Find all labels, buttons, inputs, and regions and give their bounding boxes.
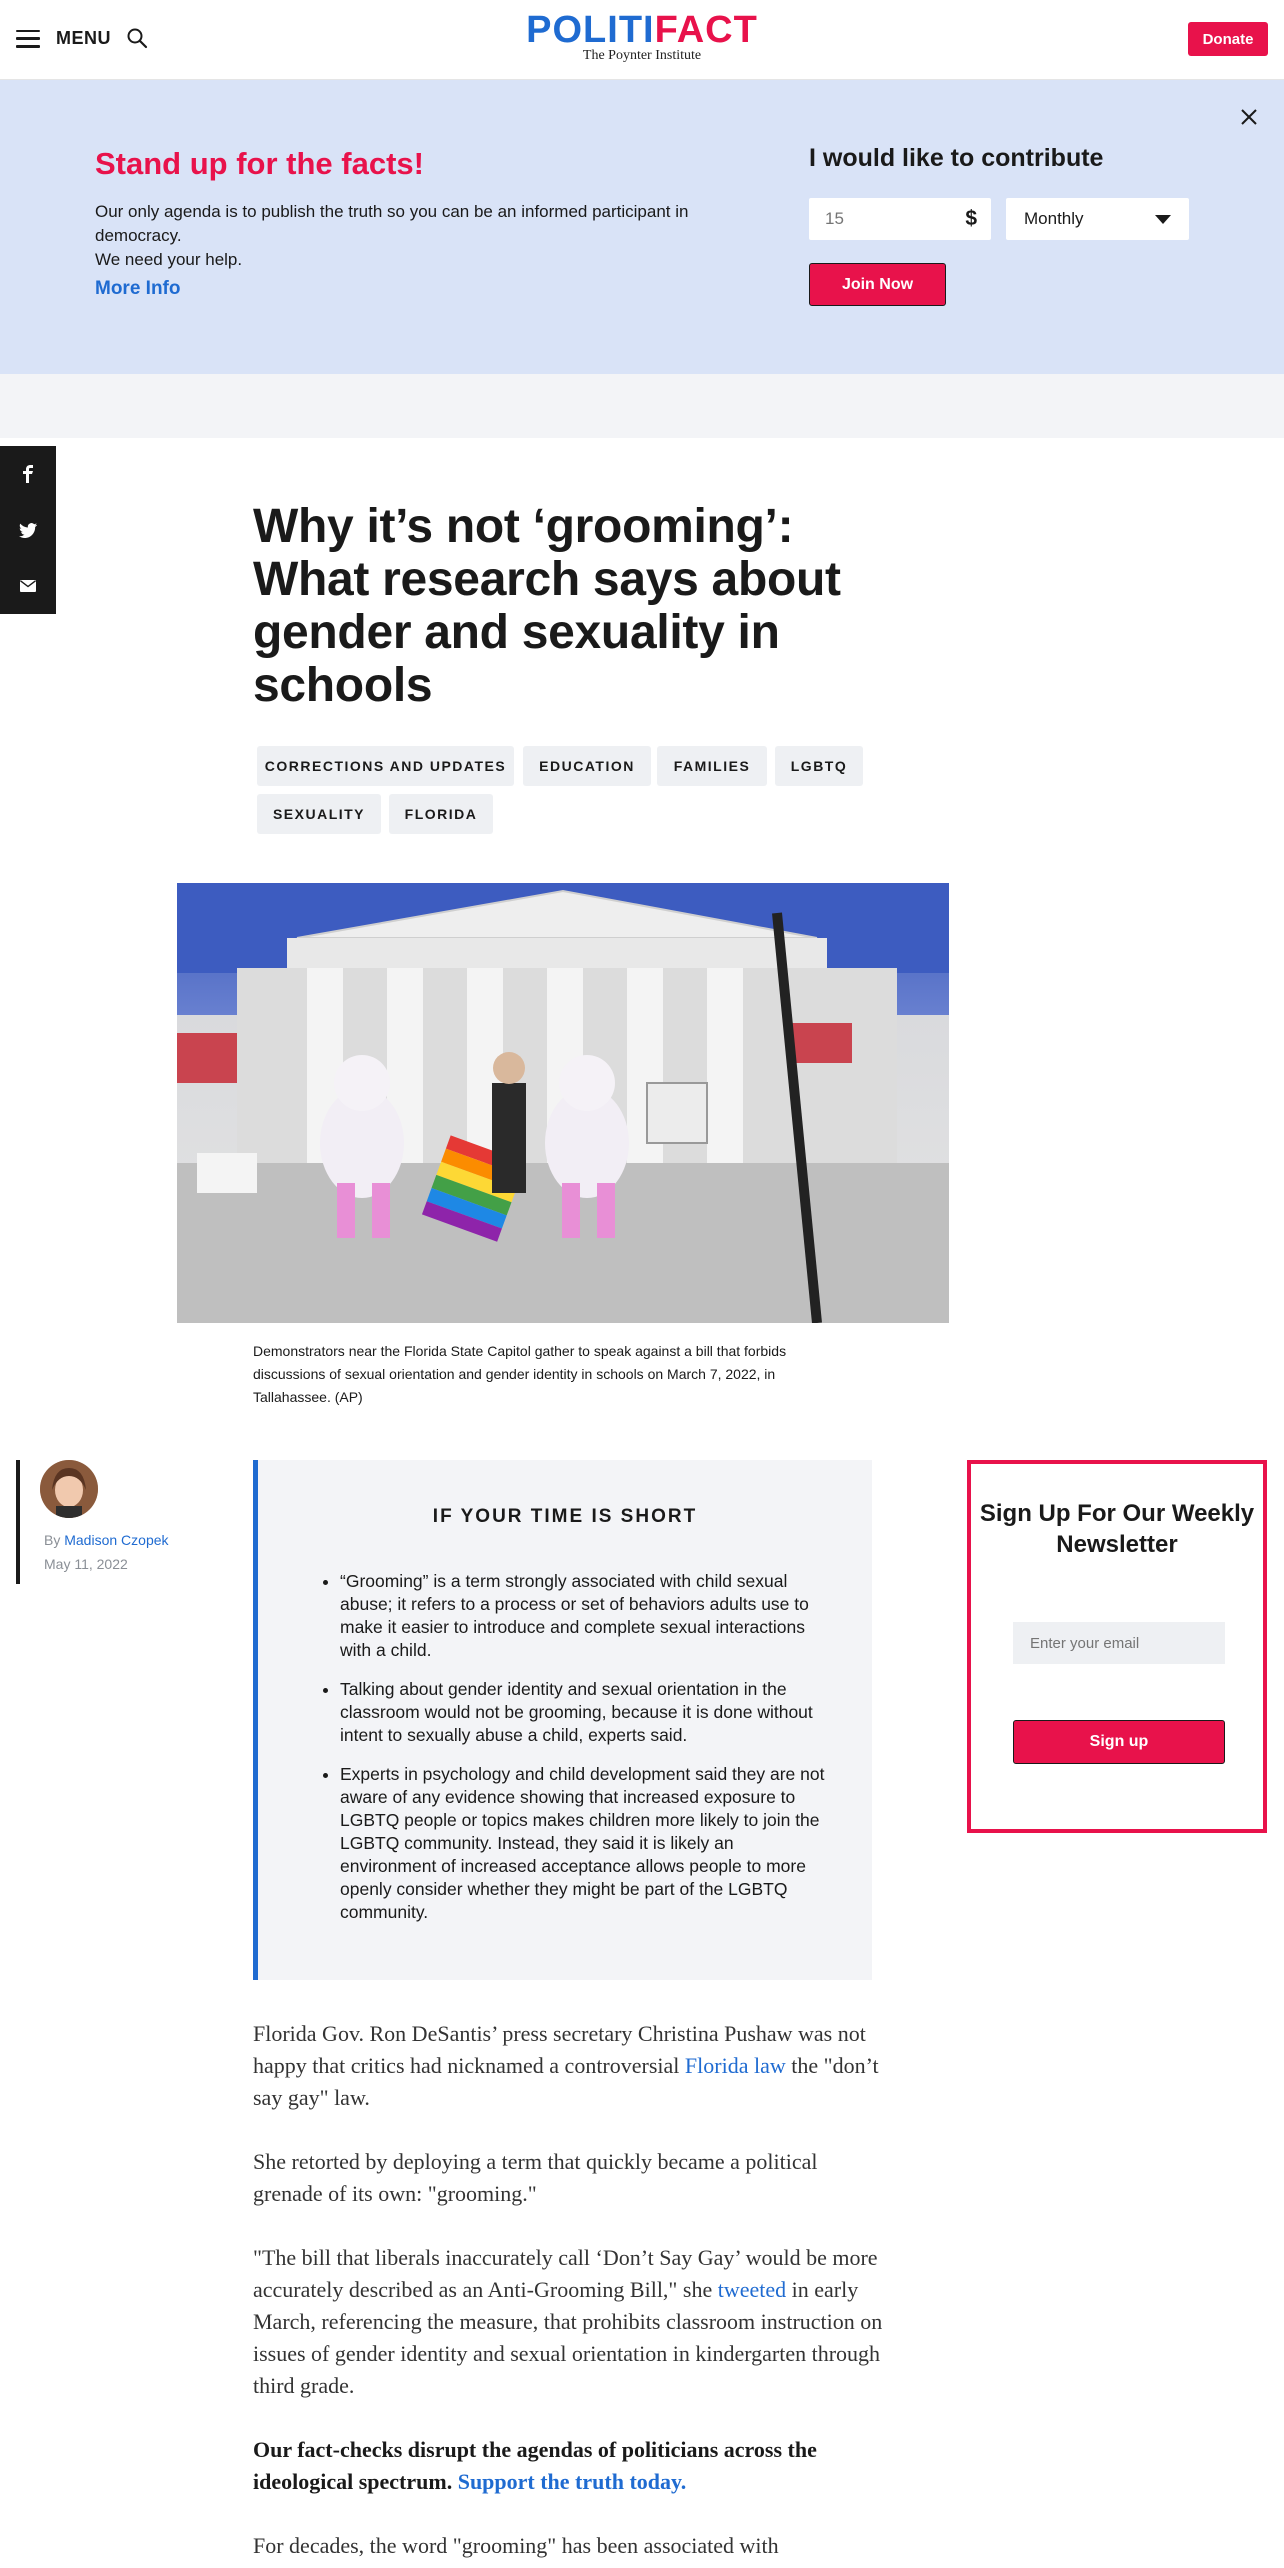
hero-photo [177,883,949,1323]
banner-text-line1: Our only agenda is to publish the truth so you can be an informed participant in democracy. [95,202,689,245]
amount-field [809,198,991,240]
tag-families[interactable]: FAMILIES [657,746,767,786]
author-block [16,1460,216,1584]
summary-list [340,1570,830,1940]
summary-item: • Experts in psychology and child development said they are not aware of any evidence showing that increased exposure to LGBTQ people or topics makes children more likely to join the LGBTQ community. Instead, they said it is likely an environment of increased acceptance allows people to more openly consider whether they might be part of the LGBTQ community. [340,1763,830,1924]
share-twitter[interactable] [0,502,56,558]
photo-caption: Demonstrators near the Florida State Capitol gather to speak against a bill that forbids discussions of sexual orientation and gender identity in schools on March 7, 2022, in Tallahassee. (AP) [253,1343,787,1405]
site-header [0,0,1284,80]
dollar-icon: $ [965,207,977,230]
newsletter-email-input[interactable] [1013,1622,1225,1664]
summary-box [253,1460,872,1980]
amount-input[interactable] [809,198,949,240]
capitol-demonstration-illustration [177,883,949,1323]
newsletter-signup [967,1460,1267,1833]
politifact-logo[interactable] [0,10,1284,64]
logo-subtitle: The Poynter Institute [582,48,702,63]
body-paragraph [253,2018,883,2114]
body-paragraph-promo [253,2434,883,2498]
tag-florida[interactable]: FLORIDA [389,794,493,834]
twitter-icon [19,523,37,538]
more-info-link[interactable]: More Info [95,278,181,299]
signup-button[interactable]: Sign up [1013,1720,1225,1764]
banner-text-line2: We need your help. [95,250,243,269]
newsletter-title: Sign Up For Our Weekly Newsletter [979,1500,1255,1558]
share-email[interactable] [0,558,56,614]
tag-education[interactable]: EDUCATION [523,746,651,786]
caret-down-icon [1155,215,1171,224]
summary-item: • “Grooming” is a term strongly associated with child sexual abuse; it refers to a process or set of behaviors adults use to make it easier to introduce and complete sexual interactions with a child. [340,1570,830,1662]
spacer-band [0,374,1284,438]
body-text-span: Florida Gov. Ron DeSantis’ press secretary Christina Pushaw was not happy that critics had nicknamed a controversial [253,2021,866,2078]
frequency-value: Monthly [1024,209,1084,228]
logo-politi: POLITI [526,9,655,51]
body-text-span: the "don’t say gay" law. [253,2053,879,2110]
tweeted-link[interactable]: tweeted [717,2277,787,2302]
summary-title: IF YOUR TIME IS SHORT [432,1506,698,1527]
author-avatar[interactable] [40,1460,98,1518]
body-paragraph: For decades, the word "grooming" has been associated with [253,2533,779,2558]
tag-lgbtq[interactable]: LGBTQ [775,746,863,786]
body-text-span: Our fact-checks disrupt the agendas of politicians across the ideological spectrum. [253,2437,817,2494]
banner-text [95,200,715,272]
logo-fact: FACT [654,9,758,51]
summary-item: • Talking about gender identity and sexual orientation in the classroom would not be grooming, because it is done without intent to sexually abuse a child, experts said. [340,1678,830,1747]
florida-law-link[interactable]: Florida law [684,2053,786,2078]
support-truth-link[interactable]: Support the truth today. [457,2469,687,2494]
join-now-button[interactable]: Join Now [809,263,946,306]
byline-prefix: By [44,1532,61,1548]
frequency-select[interactable] [1006,198,1189,240]
contribute-title: I would like to contribute [809,144,1104,172]
body-text-span: in early March, referencing the measure, that prohibits classroom instruction on issues of gender identity and sexual orientation in kindergarten through third grade. [253,2277,883,2398]
body-text-span: "The bill that liberals inaccurately call ‘Don’t Say Gay’ would be more accurately described as an Anti-Grooming Bill," she [253,2245,878,2302]
facebook-icon [21,465,35,483]
donate-button[interactable]: Donate [1188,22,1268,56]
author-portrait [40,1460,98,1518]
body-paragraph [253,2242,883,2402]
body-paragraph: She retorted by deploying a term that quickly became a political grenade of its own: "grooming." [253,2149,818,2206]
article-headline: Why it’s not ‘grooming’: What research says about gender and sexuality in schools [253,500,841,712]
banner-title: Stand up for the facts! [95,146,424,181]
author-link[interactable]: Madison Czopek [64,1532,169,1548]
close-icon[interactable] [1238,106,1260,128]
menu-label: MENU [56,28,111,48]
article-body [253,2018,883,2568]
publish-date: May 11, 2022 [44,1556,128,1572]
share-facebook[interactable] [0,446,56,502]
tag-sexuality[interactable]: SEXUALITY [257,794,381,834]
byline [44,1532,169,1548]
share-bar [0,446,56,614]
contribute-banner [0,80,1284,374]
tag-corrections[interactable]: CORRECTIONS AND UPDATES [257,746,514,786]
email-icon [20,580,36,592]
